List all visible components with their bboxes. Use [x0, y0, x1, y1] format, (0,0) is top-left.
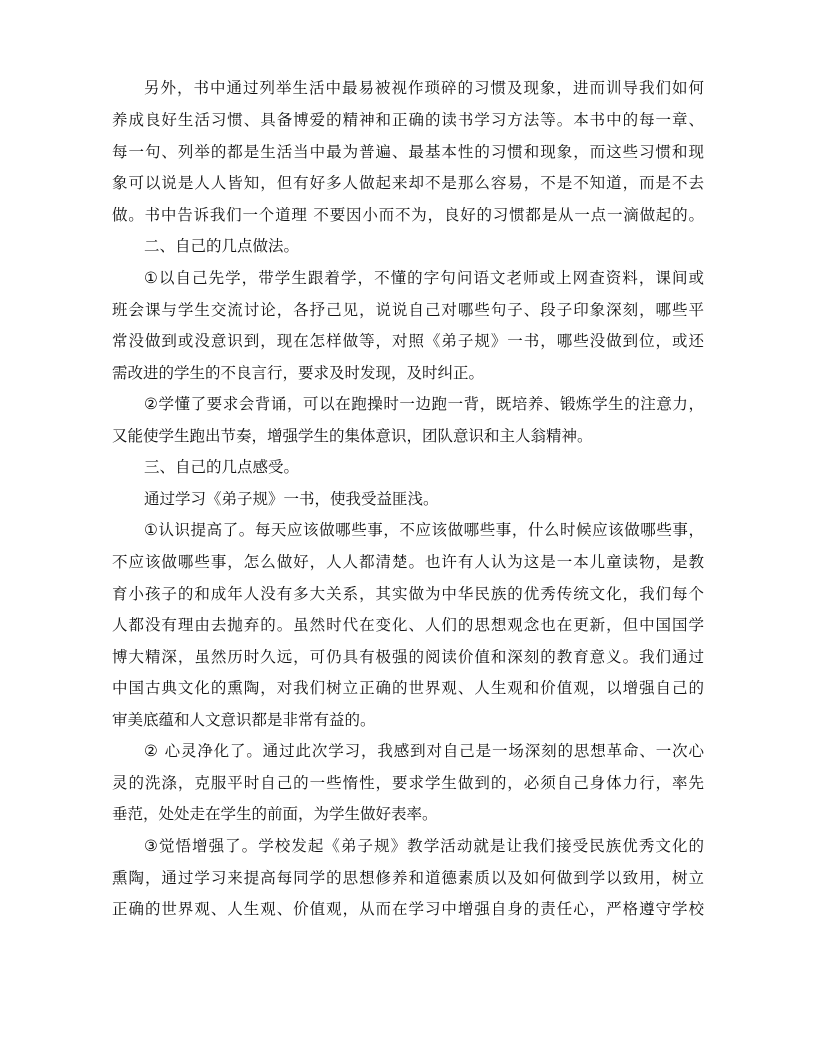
text-line: 常没做到或没意识到，现在怎样做等，对照《弟子规》一书，哪些没做到位，或还: [112, 332, 704, 350]
text-line: 灵的洗涤，克服平时自己的一些惰性，要求学生做到的，必须自己身体力行，率先: [112, 774, 704, 792]
text-line: 需改进的学生的不良言行，要求及时发现，及时纠正。: [112, 364, 485, 382]
text-line: ①以自己先学，带学生跟着学，不懂的字句问语文老师或上网查资料，课间或: [144, 269, 704, 287]
text-line: 垂范，处处走在学生的前面，为学生做好表率。: [112, 805, 438, 823]
text-line: 象可以说是人人皆知，但有好多人做起来却不是那么容易，不是不知道，而是不去: [112, 174, 704, 192]
section-heading: 三、自己的几点感受。: [144, 458, 300, 476]
text-line: 熏陶，通过学习来提高每同学的思想修养和道德素质以及如何做到学以致用，树立: [112, 869, 704, 887]
text-line: 另外，书中通过列举生活中最易被视作琐碎的习惯及现象，进而训导我们如何: [144, 79, 704, 97]
text-line: 每一句、列举的都是生活当中最为普遍、最基本性的习惯和现象，而这些习惯和现: [112, 143, 704, 161]
text-line: 正确的世界观、人生观、价值观，从而在学习中增强自身的责任心，严格遵守学校: [112, 900, 704, 918]
text-line: ③觉悟增强了。学校发起《弟子规》教学活动就是让我们接受民族优秀文化的: [144, 837, 704, 855]
text-line: 中国古典文化的熏陶，对我们树立正确的世界观、人生观和价值观，以增强自己的: [112, 679, 704, 697]
text-line: 不应该做哪些事，怎么做好，人人都清楚。也许有人认为这是一本儿童读物，是教: [112, 553, 704, 571]
text-line: 又能使学生跑出节奏，增强学生的集体意识，团队意识和主人翁精神。: [112, 427, 593, 445]
text-line: 育小孩子的和成年人没有多大关系，其实做为中华民族的优秀传统文化，我们每个: [112, 585, 704, 603]
text-line: ② 心灵净化了。通过此次学习，我感到对自己是一场深刻的思想革命、一次心: [144, 742, 704, 760]
text-line: 审美底蕴和人文意识都是非常有益的。: [112, 711, 376, 729]
text-line: 博大精深，虽然历时久远，可仍具有极强的阅读价值和深刻的教育意义。我们通过: [112, 648, 704, 666]
section-heading: 二、自己的几点做法。: [144, 237, 300, 255]
text-line: 通过学习《弟子规》一书，使我受益匪浅。: [144, 490, 439, 508]
text-line: ①认识提高了。每天应该做哪些事，不应该做哪些事，什么时候应该做哪些事，: [144, 521, 704, 539]
text-line: ②学懂了要求会背诵，可以在跑操时一边跑一背，既培养、锻炼学生的注意力，: [144, 395, 704, 413]
text-line: 做。书中告诉我们一个道理 不要因小而不为，良好的习惯都是从一点一滴做起的。: [112, 206, 704, 224]
text-line: 养成良好生活习惯、具备博爱的精神和正确的读书学习方法等。本书中的每一章、: [112, 111, 704, 129]
text-line: 人都没有理由去抛弃的。虽然时代在变化、人们的思想观念也在更新，但中国国学: [112, 616, 704, 634]
text-line: 班会课与学生交流讨论，各抒己见，说说自己对哪些句子、段子印象深刻，哪些平: [112, 301, 704, 319]
